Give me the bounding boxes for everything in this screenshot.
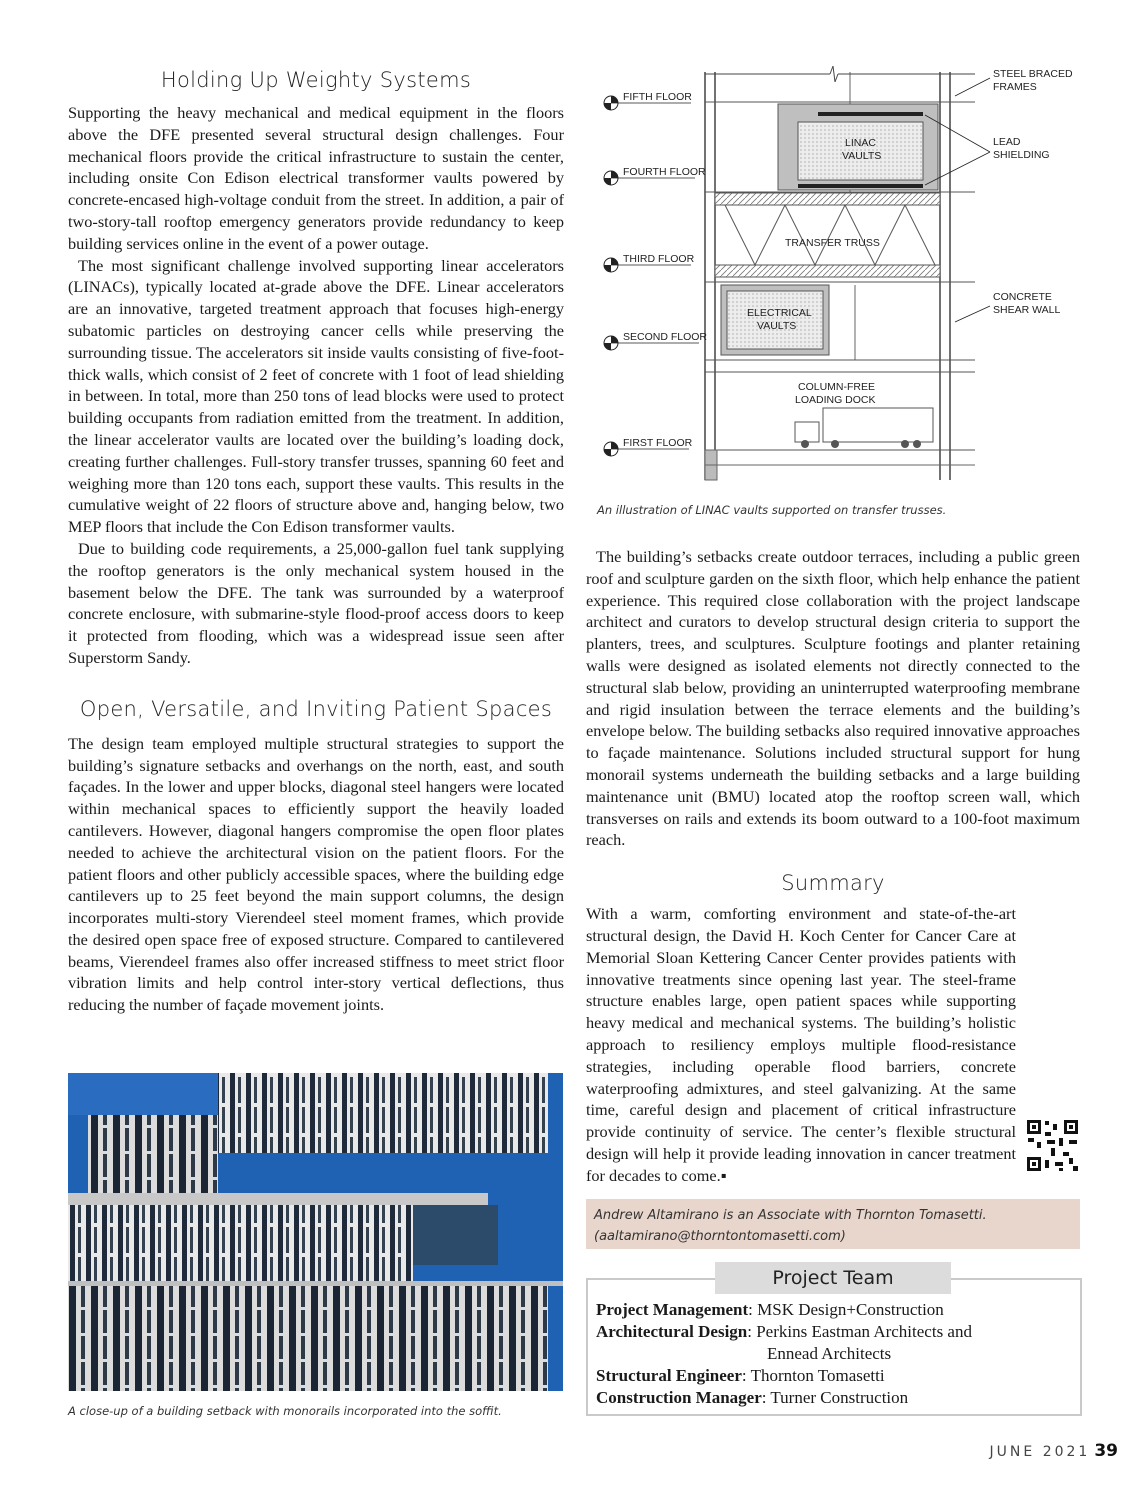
team-row: Ennead Architects <box>767 1344 892 1363</box>
label-shear: SHEAR WALL <box>993 304 1061 316</box>
photo-caption: A close-up of a building setback with monorails incorporated into the soffit. <box>68 1404 502 1418</box>
floor-label: THIRD FLOOR <box>623 253 695 265</box>
author-credit: Andrew Altamirano is an Associate with Thornton Tomasetti. <box>594 1208 987 1223</box>
project-team-title: Project Team <box>715 1262 951 1294</box>
linac-section-diagram <box>595 60 1075 492</box>
section-heading-summary: Summary <box>781 871 885 896</box>
label-steel: FRAMES <box>993 81 1037 93</box>
paragraph: The design team employed multiple structural strategies to support the building’s signature setbacks and overhangs on the north, east, and south façades. In the lower and upper blocks, diagonal steel hangers were located within mechanical spaces to efficiently support the heavily loaded cantilevers. However, diagonal hangers compromise the open floor plates needed to achieve the architectural vision on the patient floors. For the patient floors and other publicly accessible spaces, where the building edge cantilevers up to 25 feet beyond the main support columns, the design incorporates multi-story Vierendeel steel moment frames, which provide the desired open space free of exposed structure. Compared to cantilevered beams, Vierendeel frames also offer increased stiffness to meet strict floor vibration limits and help control inter-story vertical deflections, thus reducing the number of façade movement joints. <box>68 733 564 1015</box>
floor-label: FIFTH FLOOR <box>623 91 692 103</box>
label-linac: VAULTS <box>842 150 882 162</box>
author-email: (aaltamirano@thorntontomasetti.com) <box>594 1229 846 1244</box>
team-row: Structural Engineer: Thornton Tomasetti <box>596 1366 885 1385</box>
floor-label: SECOND FLOOR <box>623 331 708 343</box>
label-lead: LEAD <box>993 136 1021 148</box>
team-row: Architectural Design: Perkins Eastman Architects and <box>596 1322 972 1341</box>
paragraph: With a warm, comforting environment and state-of-the-art structural design, the David H. Koch Center for Cancer Care at Memorial Sloan Kettering Cancer Center provides patients with innovative treatments since opening last year. The steel-frame structure enables large, open patient spaces while supporting heavy medical and mechanical systems. The building’s holistic approach to resiliency employs multiple flood-resistance strategies, including operable flood barriers, concrete waterproofing admixtures, and steel galvanizing. At the same time, careful design and placement of critical infrastructure provide continuity of service. The center’s flexible structural design will help it provide leading innovation in cancer treatment for decades to come.▪ <box>586 904 1016 1185</box>
label-truss: TRANSFER TRUSS <box>785 237 880 249</box>
label-dock: COLUMN-FREE <box>798 381 876 393</box>
left-column <box>68 60 564 1016</box>
team-row: Project Management: MSK Design+Construction <box>596 1300 944 1319</box>
author-credit-box <box>586 1199 1080 1249</box>
right-column-text <box>586 546 1080 1187</box>
page-footer <box>990 1441 1118 1461</box>
page-number: 39 <box>1094 1441 1118 1461</box>
qr-code <box>1025 1118 1080 1173</box>
paragraph: Due to building code requirements, a 25,000-gallon fuel tank supplying the rooftop generators is the only mechanical system housed in the basement below the DFE. The tank was surrounded by a waterproof concrete enclosure, with submarine-style flood-proof access doors to keep it protected from flooding, which was a widespread issue seen after Superstorm Sandy. <box>68 538 564 667</box>
floor-label: FOURTH FLOOR <box>623 166 706 178</box>
section-heading-weighty-systems: Holding Up Weighty Systems <box>160 68 472 92</box>
floor-label: FIRST FLOOR <box>623 437 693 449</box>
diagram-caption: An illustration of LINAC vaults supported on transfer trusses. <box>597 503 947 517</box>
label-shear: CONCRETE <box>993 291 1052 303</box>
label-linac: LINAC <box>845 137 876 149</box>
project-team-list <box>596 1299 1066 1409</box>
paragraph: The most significant challenge involved supporting linear accelerators (LINACs), typically located at-grade above the DFE. Linear accelerators are an innovative, targeted treatment approach that focuses high-energy subatomic particles on destroying cancer cells while preserving the surrounding tissue. The accelerators sit inside vaults consisting of five-foot-thick walls, which consist of 2 feet of concrete with 1 foot of lead shielding in between. In total, more than 250 tons of lead blocks were used to protect building occupants from radiation emitted from the treatment. In addition, the linear accelerator vaults are located over the building’s loading dock, creating further challenges. Full-story transfer trusses, spanning 60 feet and weighing more than 120 tons each, support these vaults. This results in the cumulative weight of 22 floors of structure above and, hanging below, two MEP floors that include the Con Edison transformer vaults. <box>68 255 564 537</box>
label-steel: STEEL BRACED <box>993 68 1073 80</box>
building-photo <box>68 1073 563 1391</box>
paragraph: The building’s setbacks create outdoor terraces, including a public green roof and sculpture garden on the sixth floor, which help enhance the patient experience. This required close collaboration with the project landscape architect and curators to develop structural design criteria to support the planters, trees, and sculptures. Sculpture footings and planter retaining walls were designed as isolated elements not directly connected to the structural slab below, providing an uninterrupted waterproofing membrane and rigid insulation between the terrace elements and the building’s envelope below. The building setbacks also required innovative approaches to façade maintenance. Solutions included structural support for hung monorail systems underneath the building setbacks and a large building maintenance unit (BMU) located atop the rooftop screen wall, which transverses on rails and extends its boom outward to a 100-foot maximum reach. <box>586 547 1080 850</box>
label-electrical: ELECTRICAL <box>747 307 812 319</box>
section-heading-patient-spaces: Open, Versatile, and Inviting Patient Spaces <box>79 696 553 721</box>
team-row: Construction Manager: Turner Construction <box>596 1388 909 1407</box>
paragraph: Supporting the heavy mechanical and medical equipment in the floors above the DFE presented several structural design challenges. Four mechanical floors provide the critical infrastructure to sustain the center, including onsite Con Edison electrical transformer vaults powered by concrete-encased high-voltage conduit from the street. In addition, a pair of two-story-tall rooftop emergency generators provide redundancy to keep building services online in the event of a power outage. <box>68 103 564 253</box>
issue-date: JUNE 2021 <box>989 1444 1091 1460</box>
label-dock: LOADING DOCK <box>795 394 876 406</box>
label-lead: SHIELDING <box>993 149 1050 161</box>
label-electrical: VAULTS <box>757 320 797 332</box>
